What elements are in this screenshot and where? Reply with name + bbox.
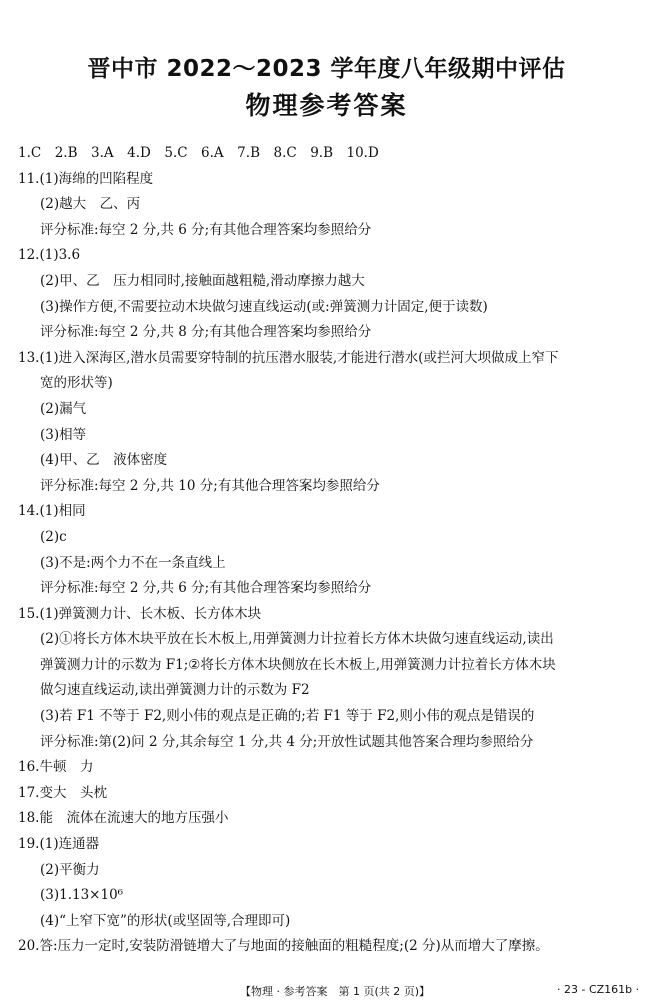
answer-line-q17: 17.变大 头枕	[18, 784, 107, 801]
page-subtitle: 物理参考答案	[245, 91, 408, 120]
answer-line-q15-2: (2)①将长方体木块平放在长木板上,用弹簧测力计拉着长方体木块做匀速直线运动,读出	[40, 631, 554, 648]
footer-code: · 23 - CZ161b ·	[557, 983, 640, 996]
page-title: 晋中市 2022～2023 学年度八年级期中评估	[87, 56, 566, 82]
answer-line-q13-3: (3)相等	[40, 426, 87, 443]
answer-line-q15-3: (3)若 F1 不等于 F2,则小伟的观点是正确的;若 F1 等于 F2,则小伟的观点是错误的	[40, 708, 535, 725]
answer-line-q15-2c: 做匀速直线运动,读出弹簧测力计的示数为 F2	[40, 682, 310, 699]
answer-line-q14-2: (2)c	[40, 528, 67, 545]
answer-line-q19: 19.(1)连通器	[18, 836, 100, 853]
answer-line-q13: 13.(1)进入深海区,潜水员需要穿特制的抗压潜水服装,才能进行潜水(或拦河大坝做成上窄下	[18, 349, 559, 366]
answer-line-q19-4: (4)“上窄下宽”的形状(或坚固等,合理即可)	[40, 912, 291, 929]
answer-line-q14: 14.(1)相同	[18, 503, 86, 520]
answer-line-choice: 1.C 2.B 3.A 4.D 5.C 6.A 7.B 8.C 9.B 10.D	[18, 145, 379, 161]
answer-line-q11: 11.(1)海绵的凹陷程度	[18, 170, 154, 187]
answer-line-q13-cont: 宽的形状等)	[40, 375, 113, 392]
answer-line-q18: 18.能 流体在流速大的地方压强小	[18, 810, 229, 827]
scoring-note-q14: 评分标准:每空 2 分,共 6 分;有其他合理答案均参照给分	[40, 580, 372, 597]
answer-list	[18, 141, 640, 960]
answer-line-q13-4: (4)甲、乙 液体密度	[40, 452, 168, 469]
answer-line-q15-2b: 弹簧测力计的示数为 F1;②将长方体木块侧放在长木板上,用弹簧测力计拉着长方体木块	[40, 656, 556, 673]
answer-line-q12-3: (3)操作方便,不需要拉动木块做匀速直线运动(或:弹簧测力计固定,便于读数)	[40, 298, 488, 315]
scoring-note-q11: 评分标准:每空 2 分,共 6 分;有其他合理答案均参照给分	[40, 221, 372, 238]
scoring-note-q13: 评分标准:每空 2 分,共 10 分;有其他合理答案均参照给分	[40, 477, 380, 494]
answer-line-q14-3: (3)不是:两个力不在一条直线上	[40, 554, 226, 571]
scoring-note-q15: 评分标准:第(2)问 2 分,其余每空 1 分,共 4 分;开放性试题其他答案合理均参照给分	[40, 733, 534, 750]
answer-line-q16: 16.牛顿 力	[18, 759, 94, 776]
answer-line-q12: 12.(1)3.6	[18, 247, 81, 264]
scoring-note-q12: 评分标准:每空 2 分,共 8 分;有其他合理答案均参照给分	[40, 324, 372, 341]
answer-line-q13-2: (2)漏气	[40, 400, 87, 417]
answer-line-q19-2: (2)平衡力	[40, 861, 100, 878]
answer-line-q15: 15.(1)弹簧测力计、长木板、长方体木块	[18, 605, 262, 622]
answer-line-q19-3: (3)1.13×10⁶	[40, 887, 124, 904]
answer-line-q11-2: (2)越大 乙、丙	[40, 196, 141, 213]
answer-line-q20: 20.答:压力一定时,安装防滑链增大了与地面的接触面的粗糙程度;(2 分)从而增大了摩擦。	[18, 938, 549, 955]
footer-page-info: 【物理 · 参考答案 第 1 页(共 2 页)】	[240, 985, 431, 998]
answer-line-q12-2: (2)甲、乙 压力相同时,接触面越粗糙,滑动摩擦力越大	[40, 272, 365, 289]
